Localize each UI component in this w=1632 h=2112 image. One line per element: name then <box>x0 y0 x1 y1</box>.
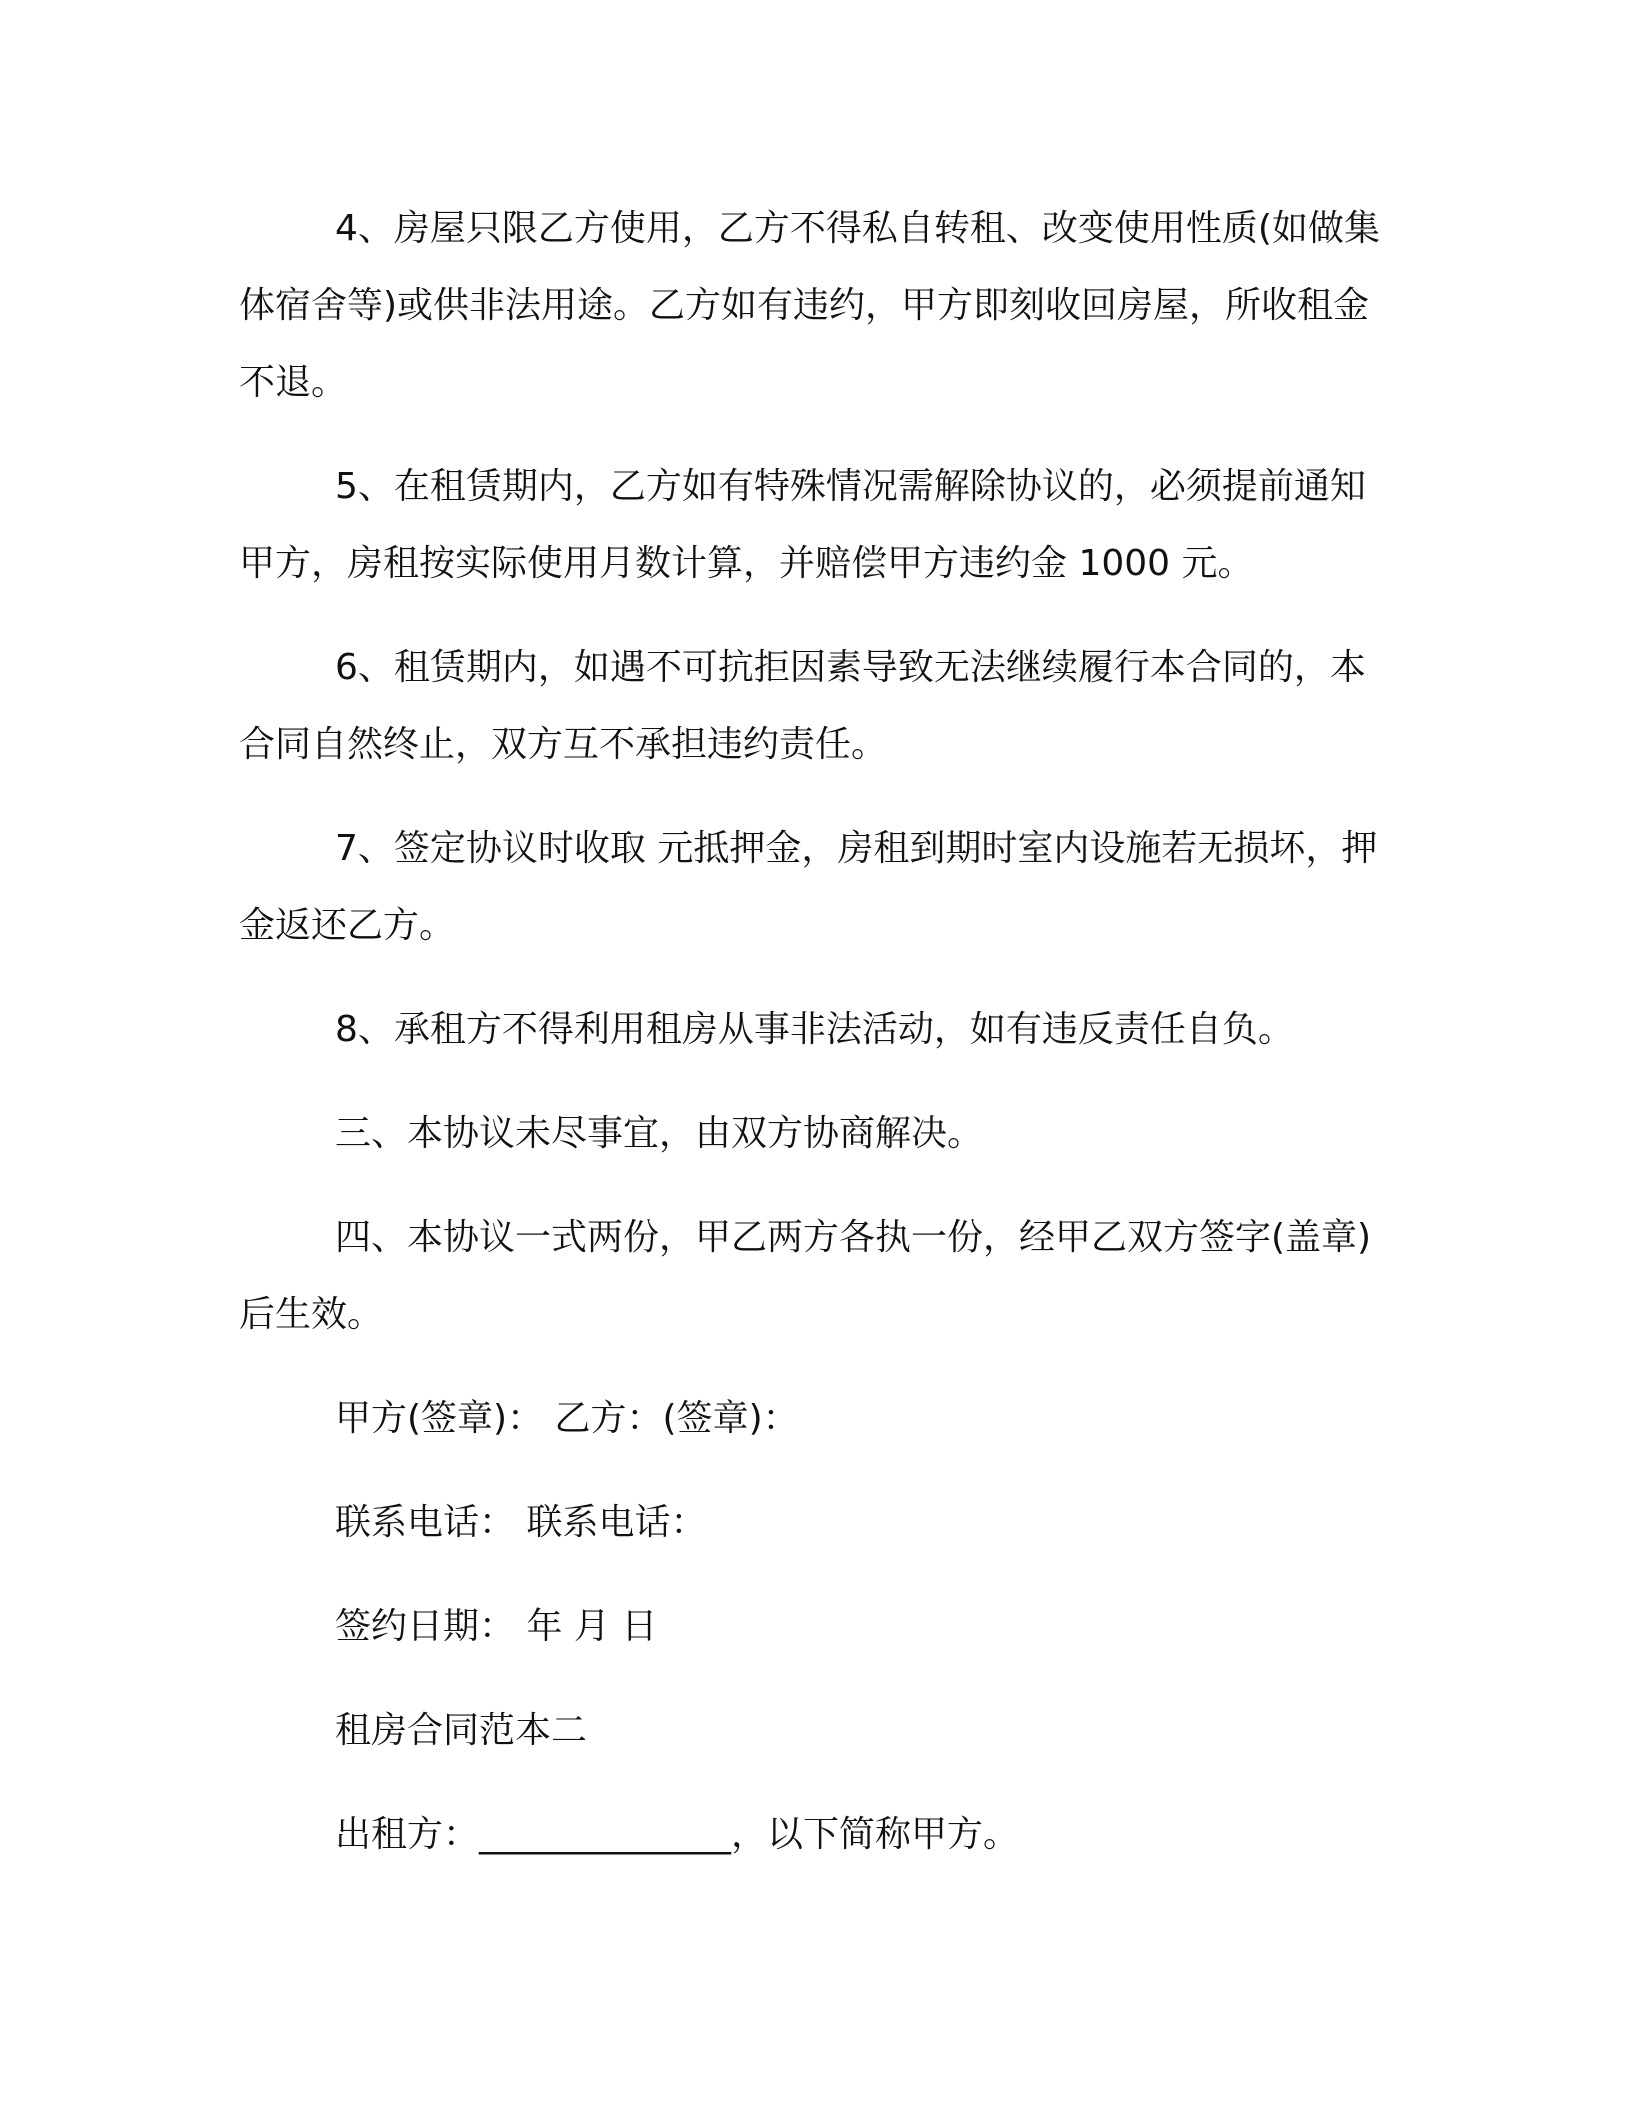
article-3: 三、本协议未尽事宜，由双方协商解决。 <box>335 1113 984 1154</box>
clause-6: 6、租赁期内，如遇不可抗拒因素导致无法继续履行本合同的，本合同自然终止，双方互不承担违约责任。 <box>239 647 1366 765</box>
article-4: 四、本协议一式两份，甲乙两方各执一份，经甲乙双方签字(盖章)后生效。 <box>239 1217 1372 1335</box>
document-body <box>239 190 1389 1900</box>
clause-7: 7、签定协议时收取 元抵押金，房租到期时室内设施若无损坏，押金返还乙方。 <box>239 828 1378 946</box>
clause-5: 5、在租赁期内，乙方如有特殊情况需解除协议的，必须提前通知甲方，房租按实际使用月数计算，并赔偿甲方违约金 1000 元。 <box>239 466 1366 584</box>
signature-line: 甲方(签章)： 乙方：(签章)： <box>335 1398 799 1439</box>
clause-8: 8、承租方不得利用租房从事非法活动，如有违反责任自负。 <box>335 1009 1294 1050</box>
clause-4: 4、房屋只限乙方使用，乙方不得私自转租、改变使用性质(如做集体宿舍等)或供非法用途。乙方如有违约，甲方即刻收回房屋，所收租金不退。 <box>239 208 1380 403</box>
phone-line: 联系电话： 联系电话： <box>335 1502 707 1543</box>
lessor-line: 出租方：______________，以下简称甲方。 <box>335 1814 1020 1855</box>
section-title: 租房合同范本二 <box>335 1710 588 1751</box>
date-line: 签约日期： 年 月 日 <box>335 1606 658 1647</box>
